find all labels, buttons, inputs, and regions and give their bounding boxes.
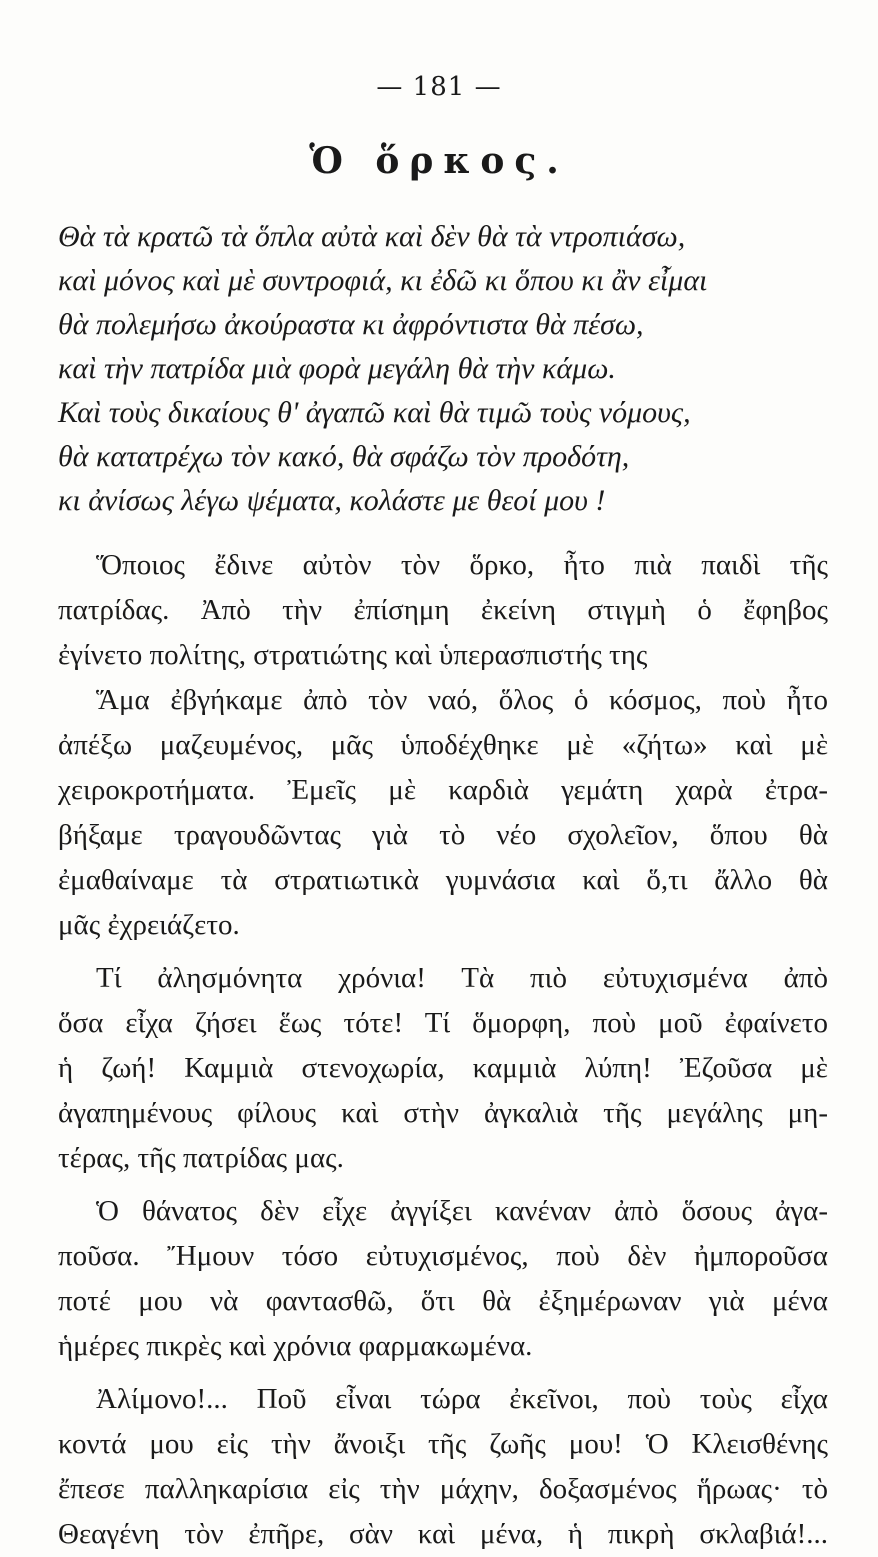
poem-line: Καὶ τοὺς δικαίους θ' ἀγαπῶ καὶ θὰ τιμῶ τοὺς νόμους, — [58, 396, 691, 429]
page-number: — 181 — — [376, 72, 502, 102]
paragraph-4 — [58, 1189, 828, 1369]
paragraph-gap — [58, 1369, 828, 1377]
prose-line: Ὁ θάνατος δὲν εἶχε ἀγγίξει κανέναν ἀπὸ ὅσους ἀγα- — [96, 1195, 828, 1227]
prose-line: Θεαγένη τὸν ἐπῆρε, σὰν καὶ μένα, ἡ πικρὴ σκλαβιά!... — [58, 1518, 828, 1550]
prose-line: ἡμέρες πικρὲς καὶ χρόνια φαρμακωμένα. — [58, 1330, 533, 1362]
prose-line: ἔπεσε παλληκαρίσια εἰς τὴν μάχην, δοξασμένος ἥρωας· τὸ — [58, 1473, 828, 1505]
paragraph-3 — [58, 956, 828, 1181]
prose-line: μᾶς ἐχρειάζετο. — [58, 909, 240, 941]
prose-line: ποῦσα. Ἤμουν τόσο εὐτυχισμένος, ποὺ δὲν ἠμποροῦσα — [58, 1240, 828, 1272]
prose-line: βήξαμε τραγουδῶντας γιὰ τὸ νέο σχολεῖον, ὅπου θὰ — [58, 819, 828, 851]
prose-line: πατρίδας. Ἀπὸ τὴν ἐπίσημη ἐκείνη στιγμὴ ὁ ἔφηβος — [58, 594, 828, 626]
prose-line: κοντά μου εἰς τὴν ἄνοιξι τῆς ζωῆς μου! Ὁ Κλεισθένης — [58, 1428, 828, 1460]
prose-line: ποτέ μου νὰ φαντασθῶ, ὅτι θὰ ἐξημέρωναν γιὰ μένα — [58, 1285, 828, 1317]
prose-body — [58, 543, 828, 1557]
paragraph-1 — [58, 543, 828, 678]
prose-line: Τί ἀλησμόνητα χρόνια! Τὰ πιὸ εὐτυχισμένα ἀπὸ — [96, 962, 828, 994]
prose-line: ἐμαθαίναμε τὰ στρατιωτικὰ γυμνάσια καὶ ὅ,τι ἄλλο θὰ — [58, 864, 828, 896]
poem-line: θὰ κατατρέχω τὸν κακό, θὰ σφάζω τὸν προδότη, — [58, 440, 630, 473]
prose-line: Ἀλίμονο!... Ποῦ εἶναι τώρα ἐκεῖνοι, ποὺ τοὺς εἶχα — [96, 1383, 828, 1415]
paragraph-gap — [58, 1181, 828, 1189]
poem-line: κι ἀνίσως λέγω ψέματα, κολάστε με θεοί μου ! — [58, 484, 606, 517]
poem-line: Θὰ τὰ κρατῶ τὰ ὅπλα αὐτὰ καὶ δὲν θὰ τὰ ντροπιάσω, — [58, 220, 686, 253]
oath-poem — [58, 215, 828, 523]
poem-line: θὰ πολεμήσω ἀκούραστα κι ἀφρόντιστα θὰ πέσω, — [58, 308, 644, 341]
paragraph-gap — [58, 948, 828, 956]
prose-line: ὅσα εἶχα ζήσει ἕως τότε! Τί ὅμορφη, ποὺ μοῦ ἐφαίνετο — [58, 1007, 828, 1039]
prose-line: ἀγαπημένους φίλους καὶ στὴν ἀγκαλιὰ τῆς μεγάλης μη- — [58, 1097, 828, 1129]
prose-line: ἡ ζωή! Καμμιὰ στενοχωρία, καμμιὰ λύπη! Ἐζοῦσα μὲ — [58, 1052, 828, 1084]
prose-line: τέρας, τῆς πατρίδας μας. — [58, 1142, 344, 1174]
prose-line: χειροκροτήματα. Ἐμεῖς μὲ καρδιὰ γεμάτη χαρὰ ἐτρα- — [58, 774, 828, 806]
prose-line: ἐγίνετο πολίτης, στρατιώτης καὶ ὑπερασπιστής της — [58, 639, 648, 671]
prose-line: ἀπέξω μαζευμένος, μᾶς ὑποδέχθηκε μὲ «ζήτω» καὶ μὲ — [58, 729, 828, 761]
poem-line: καὶ μόνος καὶ μὲ συντροφιά, κι ἐδῶ κι ὅπου κι ἂν εἶμαι — [58, 264, 708, 297]
poem-line: καὶ τὴν πατρίδα μιὰ φορὰ μεγάλη θὰ τὴν κάμω. — [58, 352, 616, 385]
poem-title: Ὁ ὅρκος. — [309, 140, 569, 182]
paragraph-2 — [58, 678, 828, 948]
prose-line: Ἅμα ἐβγήκαμε ἀπὸ τὸν ναό, ὅλος ὁ κόσμος, ποὺ ἦτο — [96, 684, 828, 716]
prose-line: Ὅποιος ἔδινε αὐτὸν τὸν ὅρκο, ἦτο πιὰ παιδὶ τῆς — [96, 549, 828, 581]
paragraph-5 — [58, 1377, 828, 1557]
